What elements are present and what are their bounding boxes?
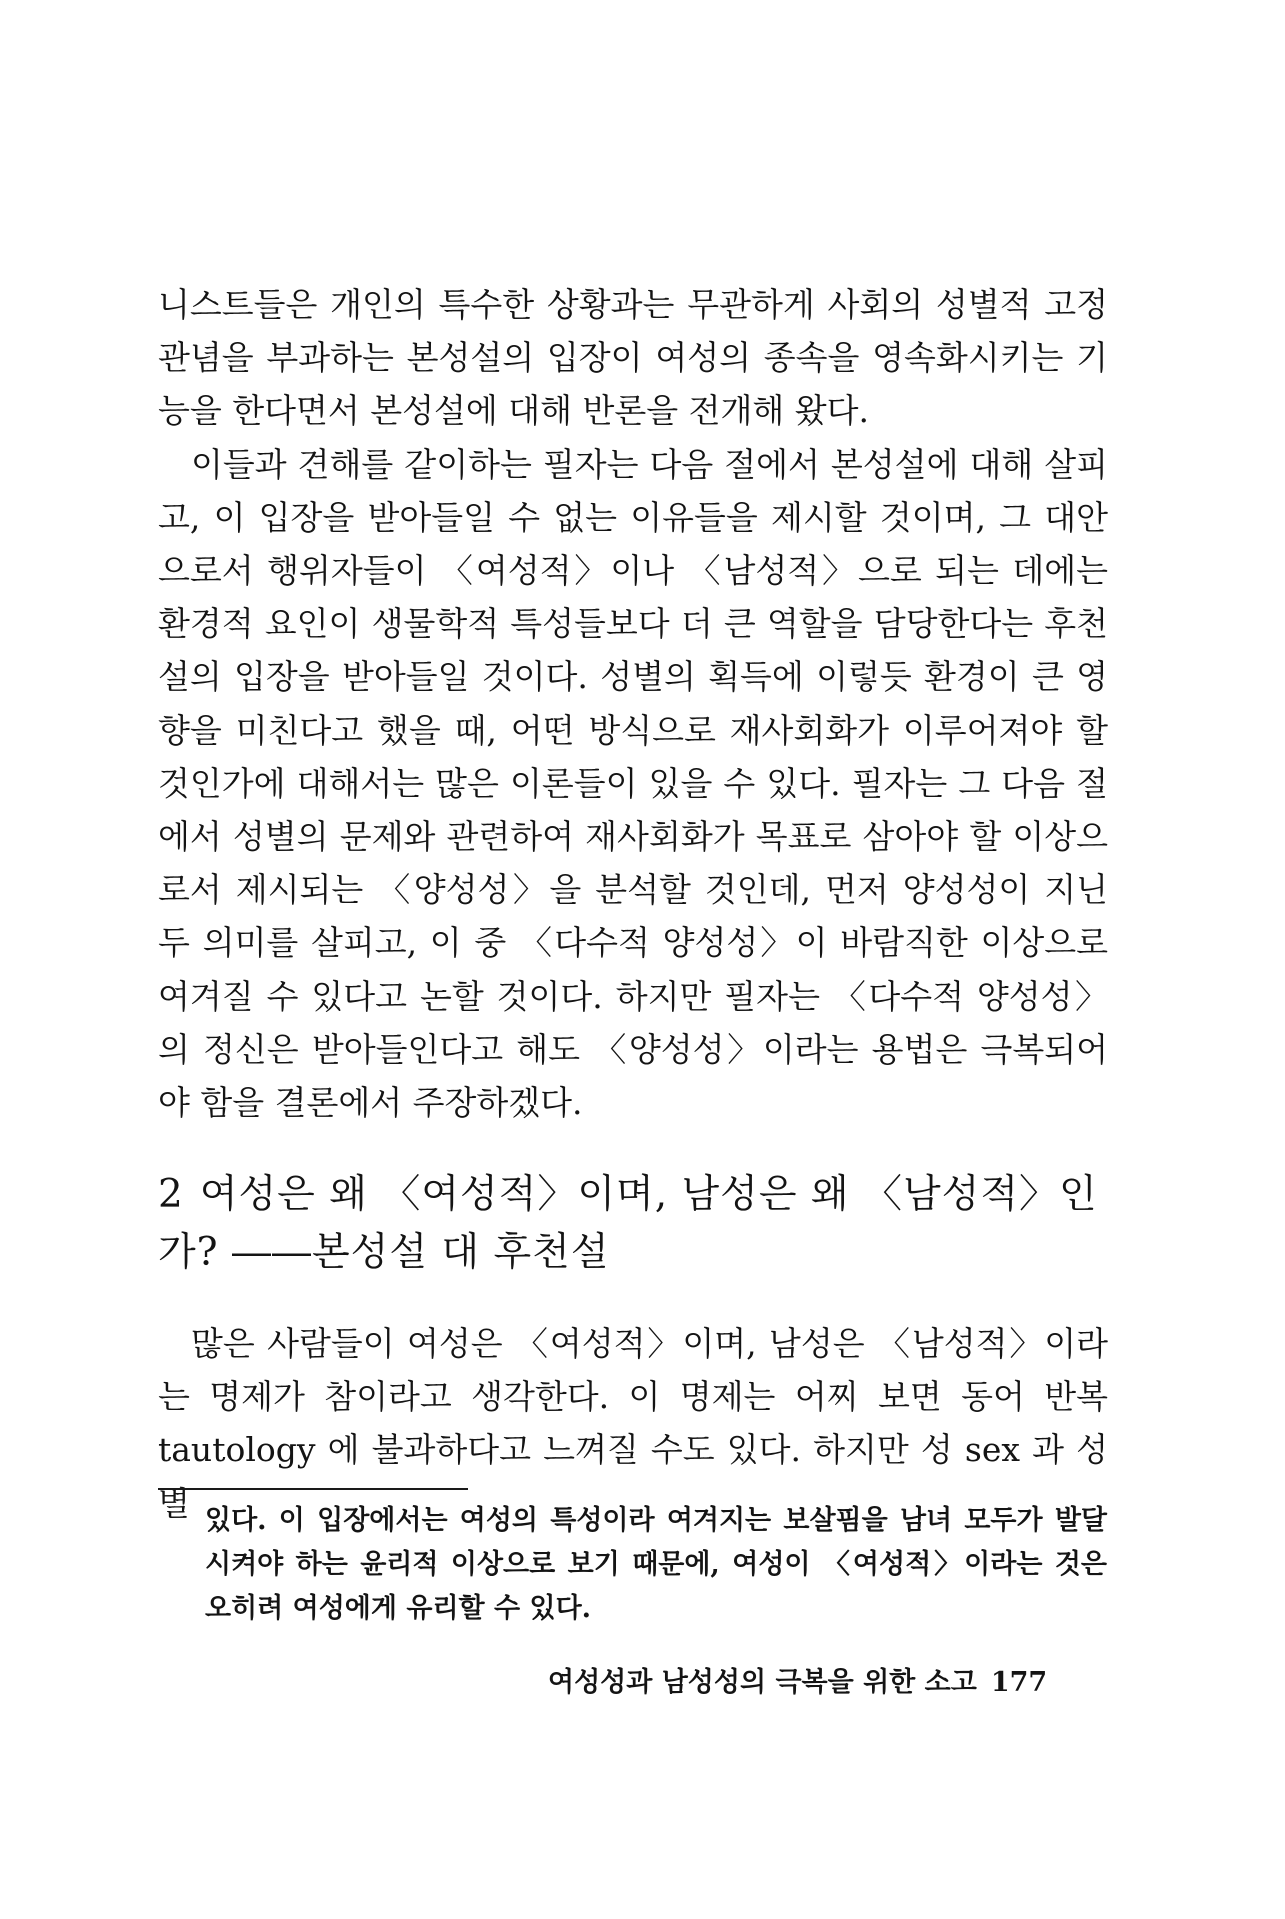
section-body [158,1317,1108,1530]
running-footer [548,1660,1108,1699]
section-paragraph: 많은 사람들이 여성은 〈여성적〉이며, 남성은 〈남성적〉이라는 명제가 참이라고 생각한다. 이 명제는 어찌 보면 동어 반복 tautology 에 불과하다고 느껴질 수도 있다. 하지만 성 sex 과 성별 [158,1324,1108,1523]
section-heading [158,1166,1108,1282]
page-number: 177 [990,1667,1048,1698]
section-title: 여성은 왜 〈여성적〉이며, 남성은 왜 〈남성적〉인가? ――본성설 대 후천설 [158,1172,1098,1275]
footnote: 있다. 이 입장에서는 여성의 특성이라 여겨지는 보살핌을 남녀 모두가 발달시켜야 하는 윤리적 이상으로 보기 때문에, 여성이 〈여성적〉이라는 것은 오히려 여성에게 유리할 수 있다. [205,1505,1107,1624]
running-title: 여성성과 남성성의 극복을 위한 소고 [548,1667,977,1698]
footnote-divider [158,1488,468,1490]
body-text [158,278,1108,1129]
body-paragraph: 이들과 견해를 같이하는 필자는 다음 절에서 본성설에 대해 살피고, 이 입장을 받아들일 수 없는 이유들을 제시할 것이며, 그 대안으로서 행위자들이 〈여성적〉이나 〈남성적〉으로 되는 데에는 환경적 요인이 생물학적 특성들보다 더 큰 역할을 담당한다는 후천설의 입장을 받아들일 것이다. 성별의 획득에 이렇듯 환경이 큰 영향을 미친다고 했을 때, 어떤 방식으로 재사회화가 이루어져야 할 것인가에 대해서는 많은 이론들이 있을 수 있다. 필자는 그 다음 절에서 성별의 문제와 관련하여 재사회화가 목표로 삼아야 할 이상으로서 제시되는 〈양성성〉을 분석할 것인데, 먼저 양성성이 지닌 두 의미를 살피고, 이 중 〈다수적 양성성〉이 바람직한 이상으로 여겨질 수 있다고 논할 것이다. 하지만 필자는 〈다수적 양성성〉의 정신은 받아들인다고 해도 〈양성성〉이라는 용법은 극복되어야 함을 결론에서 주장하겠다. [158,444,1108,1123]
section-number: 2 [158,1172,184,1217]
body-paragraph-continued: 니스트들은 개인의 특수한 상황과는 무관하게 사회의 성별적 고정 관념을 부과하는 본성설의 입장이 여성의 종속을 영속화시키는 기능을 한다면서 본성설에 대해 반론을 전개해 왔다. [158,285,1108,431]
